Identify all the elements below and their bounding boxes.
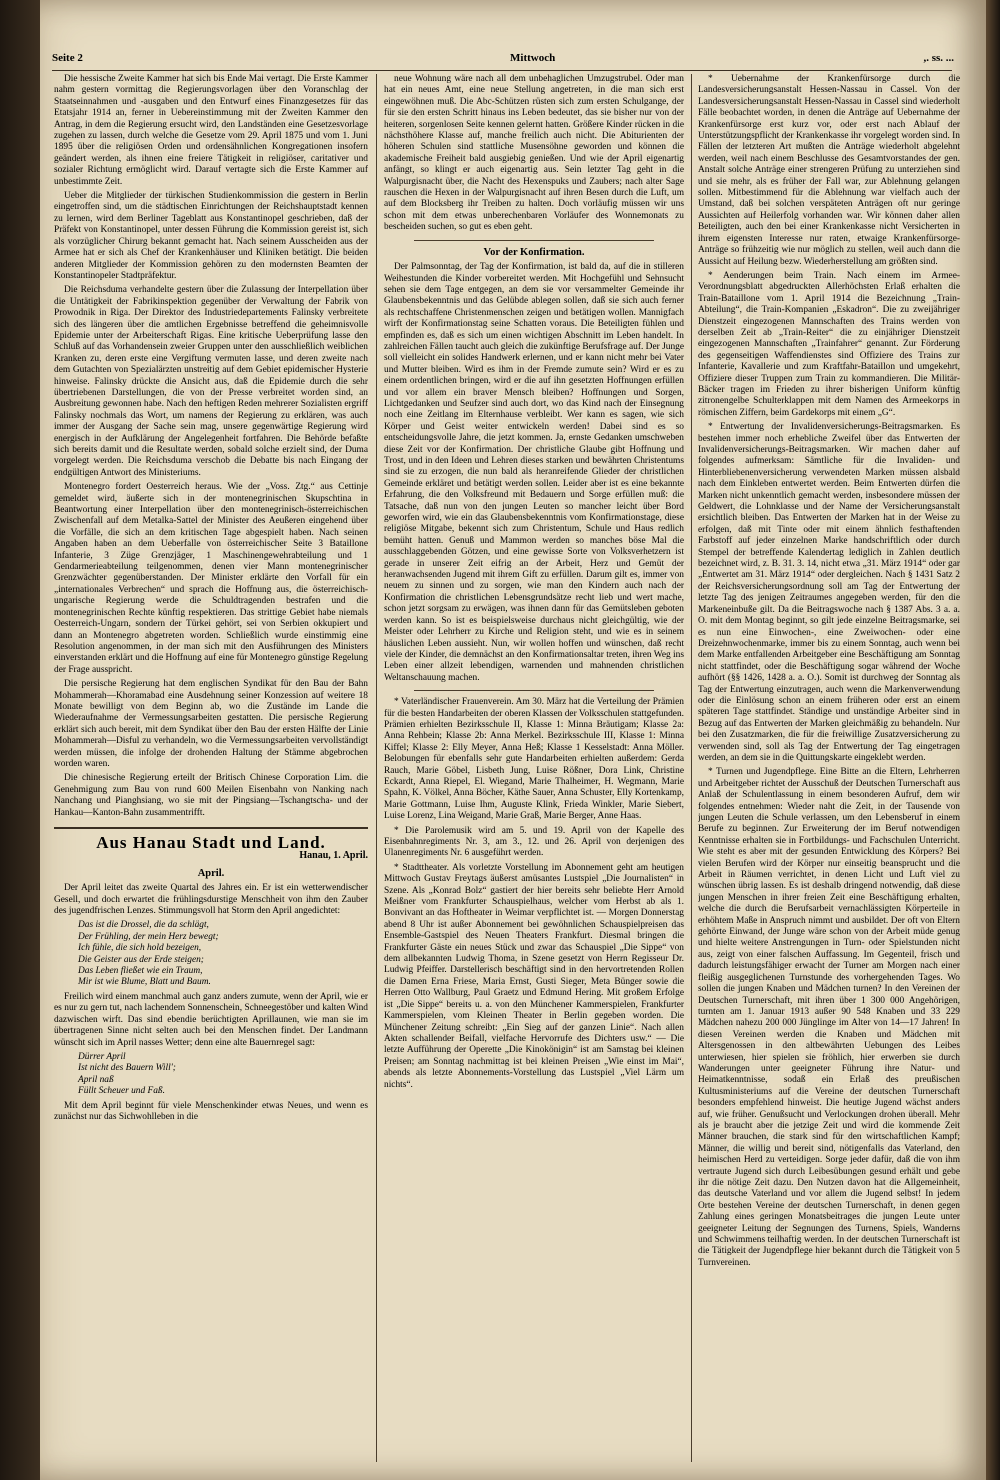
divider (414, 690, 654, 691)
article-frauenverein: * Vaterländischer Frauenverein. Am 30. März hat die Verteilung der Prämien für die besten Handarbeiten der oberen Klassen der Volksschulen stattgefunden. Prämien erhielten Bezirksschule II, Klasse 1: Minna Bräutigam; Klasse 2a: Anna Rehbein; Klasse 2b: Anna Merkel. Bezirksschule III, Klasse 1: Minna Kiffel; Klasse 2: Elly Meyer, Anna Heß; Klasse 1 Kesselstadt: Anna Möller. Belobungen für ebenfalls sehr gute Handarbeiten erhielten außerdem: Gerda Rauch, Marie Göbel, Lisbeth Jung, Luise Rößner, Dora Link, Christine Eckardt, Anna Riepel, El. Wiegand, Marie Thalheimer, H. Wegmann, Marie Spahn, K. Völkel, Anna Böcher, Käthe Sauer, Anna Schuster, Elly Kortenkamp, Marie Gottmann, Luise Ihm, Auguste Klink, Frieda Winkler, Marie Siebert, Luise Lorenz, Lina Weigand, Marie Graß, Marie Berger, Anne Haas. (384, 697, 684, 822)
article-train: * Aenderungen beim Train. Nach einem im Armee-Verordnungsblatt abgedruckten Allerhöchsten Erlaß erhalten die Train-Bataillone vom 1. April 1914 die Bezeichnung „Train-Abteilung“, die Train-Kompanien „Eskadron“. Die zu zweijähriger Dienstzeit eingezogenen Mannschaften des Trains werden von derselben Zeit ab „Train-Reiter“ die zu einjähriger Dienstzeit eingezogenen Mannschaften „Trainfahrer“ genannt. Zur Förderung des gegenseitigen Waffendienstes sind Offiziere des Trains zur Infanterie, Kavallerie und zum Kraftfahr-Bataillon und umgekehrt, Offiziere dieser Truppen zum Train zu kommandieren. Die Militär-Bäcker tragen im Frieden zu ihrer bisherigen Uniform künftig zitronengelbe Schulterklappen mit dem Namen des Armeekorps in römischen Ziffern, beim Gardekorps mit einem „G“. (698, 270, 960, 418)
confirmation-title: Vor der Konfirmation. (483, 246, 585, 258)
article-turkish-commission: Ueber die Mitglieder der türkischen Studienkommission die gestern in Berlin eingetroffen sind, um die städtischen Einrichtungen der Reichshauptstadt kennen zu lernen, wird dem Berliner Tageblatt aus Konstantinopel geschrieben, daß der Präfekt von Konstantinopel, unter dessen Führung die Kommission gereist ist, sich als vorzüglicher Chirurg bekannt gemacht hat. Nach seinem Ausscheiden aus der Armee hat er sich als Chef der Krankenhäuser und Kliniken betätigt. Die beiden anderen Mitglieder der Kommission gehören zu den modernsten Beamten der Konstantinopeler Stadtpräfektur. (54, 191, 368, 281)
poem-line: Das ist die Drossel, die da schlägt, (78, 920, 209, 931)
article-april-end: Mit dem April beginnt für viele Menschenkinder etwas Neues, und wenn es zunächst nur das Sichwohlleben in die (54, 1100, 368, 1122)
section-title: Aus Hanau Stadt und Land. (96, 833, 326, 852)
article-stadttheater: * Stadttheater. Als vorletzte Vorstellung im Abonnement geht am heutigen Mittwoch Gustav Freytags äußerst amüsantes Lustspiel „Die Journalisten“ in Szene. Als „Konrad Bolz“ gastiert der hier bereits sehr beliebte Herr Arnold Meißner vom Frankfurter Schauspielhaus, welcher vom Herbst ab als 1. Bonvivant an das Hoftheater in Weimar verpflichtet ist. — Morgen Donnerstag abend 8 Uhr ist außer Abonnement bei gewöhnlichen Schauspielpreisen das Ensemble-Gastspiel des Neuen Theaters Frankfurt. Diesmal bringen die Frankfurter Gäste ein neues Stück und zwar das Schauspiel „Die Sippe“ von dem allbekannten Ludwig Thoma, in Szene gesetzt von Herrn Regisseur Dr. Ludwig Pfeiffer. Darstellerisch beschäftigt sind in den hervortretenden Rollen die Damen Erna Friese, Maria Ernst, Gusti Sieger, Meta Bünger sowie die Herren Otto Wallburg, Paul Graetz und Edmund Hering. Mit großem Erfolge ist „Die Sippe“ bereits u. a. von den Münchener Kammerspielen, Frankfurter Kammerspielen, vom Kleinen Theater in Berlin gegeben worden. Die Münchener Zeitung schreibt: „Ein Sieg auf der ganzen Linie“. Nach allen Akten schallender Beifall, vielfache Hervorrufe des Dichters usw.“ — Die letzte Aufführung der Operette „Die Kinokönigin“ ist am Samstag bei kleinen Preisen; am Sonntag nachmittag ist bei kleinen Preisen „Wie einst im Mai“, abends als letzte Abonnements-Vorstellung das Lustspiel „Viel Lärm um nichts“. (384, 862, 684, 1090)
article-confirmation: Der Palmsonntag, der Tag der Konfirmation, ist bald da, auf die in stilleren Weihestunden die Kinder vorbereitet werden. Mit Hochgefühl und Sehnsucht sehen sie dem Tage entgegen, an dem sie vor versammelter Gemeinde ihr Glaubensbekenntnis und das Gelübde ablegen sollen, daß sie sich auch ferner als rechtschaffene Christenmenschen zeigen und betätigen wollen. Mannigfach wirft der Konfirmationstag seine Schatten voraus. Die Beteiligten fühlen und empfinden es, daß es sich um einen wichtigen Abschnitt im Leben handelt. In zahlreichen Fällen taucht auch gleich die zukünftige Berufsfrage auf. Der Junge soll vielleicht ein solides Handwerk erlernen, und er kann nicht mehr bei Vater und Mutter bleiben. Wird es ihm in der Fremde zumute sein? Wird er es zu einem ordentlichen bringen, wird er die auf ihn gesetzten Hoffnungen erfüllen und vor allem ein braver Mensch bleiben? Hoffnungen und Sorgen, Lichtgedanken und Seufzer sind auch dort, wo das Kind nach der Einsegnung noch eine Zeitlang im Elternhause verbleibt. Wer kann es sagen, wie sich Körper und Geist weiter entwickeln werden! Dabei sind es so entscheidungsvolle Jahre, die jetzt kommen. Ja, ernste Gedanken umschweben diese Zeit vor der Konfirmation. Der christliche Glaube gibt Hoffnung und Trost, und in den Ideen und Lehren dieses starken und bewährten Christentums sind sie zu erzogen, die nun bald als heranreifende Glieder der christlichen Gemeinde erkläret und betätigt werden sollen. Leider aber ist es eine bekannte Erfahrung, die den Volksfreund mit Bedauern und Sorge erfüllen muß: die Tatsache, daß nun von den jungen Leuten so mancher leicht über Bord geworfen wird, wie ein das Glaubensbekenntnis vom Konfirmationstage, diese religiöse Mitgabe, bekennt sich zum Christentum, Schule und Haus redlich bemüht hatten. Genuß und Mammon werden so manches böse Mal die ausschlaggebenden Götzen, und eine gewisse Sorte von Volksverhetzern ist gerade in unserer Zeit eifrig an der Arbeit, Herz und Gemüt der heranwachsenden Jugend mit ihrem Gift zu erfüllen. Darum gilt es, immer von neuem zu sinnen und zu sorgen, wie man den Kindern auch nach der Konfirmation die christlichen Lebensgrundsätze recht lieb und wert mache, schon jetzt sorgsam zu erwägen, was ihnen dann für das Gemütsleben geboten werden kann. So ist es beispielsweise durchaus nicht gleichgültig, wie der Meister oder Lehrherr zu Kirche und Religion steht, und wie es in seinem häuslichen Leben aussieht. Nun, wir wollen hoffen und wünschen, daß recht viele der Kinder, die demnächst an den Konfirmationsaltar treten, ihren Weg ins Leben einer allzeit lebendigen, warnenden und mahnenden christlichen Weltanschauung machen. (384, 262, 684, 683)
dateline: Hanau, 1. April. (299, 850, 368, 862)
article-duma: Die Reichsduma verhandelte gestern über die Zulassung der Interpellation über die Untätigkeit der Fabrikinspektion gegenüber der Verwaltung der Fabrik von Prowodnik in Riga. Der Direktor des Industriedepartements Falinsky verbreitete sich des längeren über die amtlichen Ergebnisse betreffend die geheimnisvolle Epidemie unter der Arbeiterschaft Rigas. Eine kritische Ueberprüfung lasse den Schluß auf das Vorhandensein zweier Gruppen unter den ausschließlich weiblichen Kranken zu, deren erste eine Vergiftung vermuten lasse, und deren zweite nach dem Gutachten von Spezialärzten unstreitig auf dem Gebiet epidemischer Hysterie hinweise. Falinsky drückte die Ansicht aus, daß die Epidemie durch die sehr übertriebenen Darstellungen, die von der Presse verbreitet worden sind, an Ausbreitung gewonnen habe. Nach den heftigen Reden mehrerer Sozialisten ergriff Falinsky nochmals das Wort, um namens der Regierung zu erklären, was auch immer der Ausgang der Sache sein mag, unsere gegenwärtige Regierung wird energisch in der Aufklärung der Angelegenheit fortfahren. Die Behörde befaßte sich bereits damit und die Resultate werden, sobald solche erzielt sind, der Duma vorgelegt werden. Die Reichsduma verschob die Debatte bis nach Eingang der endgültigen Antwort des Ministeriums. (54, 285, 368, 478)
article-krankenfuersorge: * Uebernahme der Krankenfürsorge durch die Landesversicherungsanstalt Hessen-Nassau in Cassel. Von der Landesversicherungsanstalt Hessen-Nassau in Cassel sind wiederholt Fälle beobachtet worden, in denen die Anträge auf Uebernahme der Krankenfürsorge erst kurz vor, oder erst nach Ablauf der Unterstützungspflicht der Krankenkasse ihr vorgelegt worden sind. In Fällen der letzteren Art mußten die Anträge wiederholt abgelehnt werden, weil nach einem Beschlusse des Gesamtvorstandes der gen. Anstalt solche Anträge einer strengeren Prüfung zu unterziehen sind und sie mehr, als es früher der Fall war, zur Ablehnung gelangen sollen. Mitbestimmend für die Ablehnung war vielfach auch der Umstand, daß bei solchen verspäteten Anträgen oft nur geringe Aussichten auf Heilerfolg vorhanden war. Wir können daher allen Beteiligten, auch den bei einer Krankenkasse nicht Versicherten in ihrem eigensten Interesse nur raten, etwaige Krankenfürsorge-Anträge so frühzeitig wie nur möglich zu stellen, weil auch dann die Aussicht auf Heilung bezw. Wiederherstellung am größten sind. (698, 74, 960, 267)
poem-line: Füllt Scheuer und Faß. (78, 1086, 165, 1097)
section-rule (54, 827, 368, 829)
poem-line: Dürrer April (78, 1051, 126, 1062)
article-persia: Die persische Regierung hat dem englischen Syndikat für den Bau der Bahn Mohammerah—Khoramabad eine Ausdehnung seiner Konzession auf weitere 18 Monate bewilligt von dem Beginn ab, wo die Zustände im Lande die Wiederaufnahme der Vermessungsarbeiten gestatten. Die persische Regierung erklärt sich auch bereit, mit dem Syndikat über den Bau der ersten Hälfte der Linie Mohammerah—Disful zu verhandeln, wo die Vermessungsarbeiten vervollständigt werden müssen, die infolge der drohenden Haltung der Stämme abgebrochen worden waren. (54, 679, 368, 769)
book-spine (0, 0, 40, 1480)
column-divider (691, 74, 692, 1462)
poem-line: Mir ist wie Blume, Blatt und Baum. (78, 977, 211, 988)
article-april-weather: Freilich wird einem manchmal auch ganz anders zumute, wenn der April, wie er es nur zu gern tut, nach lachendem Sonnenschein, Schneegestöber und kalten Wind dazwischen wirft. Das sind ebendie berüchtigten Aprillaunen, wie man sie im übertragenen Sinne nicht selten auch bei den Menschen findet. Der Landmann wünscht sich im April nasses Wetter; denn eine alte Bauernregel sagt: (54, 991, 368, 1048)
article-montenegro: Montenegro fordert Oesterreich heraus. Wie der „Voss. Ztg.“ aus Cettinje gemeldet wird, äußerte sich in der montenegrinischen Skupschtina in Beantwortung einer Interpellation über den montenegrinisch-österreichischen Zwischenfall auf dem Metalka-Sattel der Minister des Aeußeren eingehend über die Vorfälle, die sich an dem kritischen Tage abgespielt haben. Nach seinen Angaben haben an dem Ueberfalle von österreichischer Seite 3 Bataillone Infanterie, 3 Züge Grenzjäger, 1 Maschinengewehrabteilung und 1 Gendarmerieabteilung teilgenommen, denen vier Mann montenegrinischer Grenzwächter gegenüberstanden. Der Minister erklärte den Vorfall für ein „internationales Verbrechen“ und sprach die Hoffnung aus, die österreichisch-ungarische Regierung werde die Schuldtragenden bestrafen und die montenegrinischen Rechte künftig respektieren. Das strittige Gebiet habe niemals Oesterreich-Ungarn, sondern der Türkei gehört, sei von Serbien okkupiert und dann an Montenegro abgetreten worden. Schließlich wurde einstimmig eine Resolution angenommen, in der man sich mit den Ausführungen des Ministers einverstanden erklärt und die Hoffnung auf eine für Montenegro günstige Regelung der Frage ausspricht. (54, 482, 368, 675)
poem-line: Der Frühling, der mein Herz bewegt; (78, 931, 219, 942)
article-april-intro: Der April leitet das zweite Quartal des Jahres ein. Er ist ein wetterwendischer Gesell, und doch erwartet die frühlingsdurstige Menschheit von ihm den Zauber des jugendfrischen Lenzes. Stimmungsvoll hat Storm den April angedichtet: (54, 883, 368, 917)
article-turnen: * Turnen und Jugendpflege. Eine Bitte an die Eltern, Lehrherren und Arbeitgeber richtet der Ausschuß der Deutschen Turnerschaft aus Anlaß der Schulentlassung in einem besonderen Aufruf, dem wir folgendes entnehmen: Wieder naht die Zeit, in der Tausende von jungen Leuten die Schule verlassen, um den Lebensberuf in einem Berufe zu beginnen. Zur Erweiterung der im Beruf notwendigen Kenntnisse erhalten sie in Fortbildungs- und Fachschulen Unterricht. Wie steht es aber mit der gesunden Entwicklung des Körpers? Bei vielen Berufen wird der Körper nur einseitig beansprucht und die Arbeit in Räumen verrichtet, in denen Licht und Luft viel zu wünschen übrig lassen. Es ist deshalb dringend notwendig, daß diese jungen Menschen in ihrer freien Zeit eine Beschäftigung erhalten, welche die durch die Berufsarbeit vernachlässigten Körperteile in erhöhtem Maße in Anspruch nimmt und ausbildet. Der oft von Eltern gehörte Einwand, der Junge wäre schon von der Arbeit müde genug und hielte weitere Anstrengungen in Turn- oder Spielstunden nicht aus, zeigt von einer falschen Auffassung. Im Gegenteil, frisch und dadurch leistungsfähiger erwacht der Turner am Morgen nach einer fleißig ausgeglichenen Turnstunde des vorhergehenden Tages. Wo sollen die jungen Knaben und Mädchen turnen? In den Vereinen der Deutschen Turnerschaft, mit ihren über 1 300 000 Angehörigen, turnten am 1. Januar 1913 außer 90 548 Knaben und 33 229 Mädchen nahezu 200 000 Jünglinge im Alter von 14—17 Jahren! In diesen Vereinen werden die Knaben und Mädchen mit Altersgenossen in den altbewährten Uebungen des Leibes unterwiesen, hier spielen sie fröhlich, hier erwerben sie durch Wanderungen unter geeigneter Führung ihre Natur- und Heimatkenntnisse, sodaß ein Erlaß des preußischen Kultusministeriums auf die Vereine der deutschen Turnerschaft besonders empfehlend hinweist. Die heutige Jugend wächst anders auf, wie früher. Genußsucht und Verlockungen drohen überall. Mehr als je braucht aber die jetzige Zeit und wird die kommende Zeit Männer brauchen, die stark sind für den wirtschaftlichen Kampf; Männer, die willig und bereit sind, nötigenfalls das Vaterland, den heimischen Herd zu verteidigen. Sorge jeder dafür, daß die von ihm vertraute Jugend sich durch Leibesübungen gesund erhält und gebe ihr die nötige Zeit dazu. Den Nutzen davon hat die Allgemeinheit, das deutsche Vaterland und vor allem die Jugend selbst! In jedem Orte bestehen Vereine der deutschen Turnerschaft, in denen gegen Zahlung eines geringen Monatsbeitrages die jungen Leute unter geeigneter Leitung der Segnungen des Turnens, Spiels, Wanderns und Schwimmens teilhaftig werden. In der deutschen Turnerschaft ist die Tätigkeit der Jugendpflege hier bekannt durch die Tätigkeit von 5 Turnvereinen. (698, 767, 960, 1268)
column-divider (376, 74, 377, 1462)
column-2 (384, 74, 684, 1464)
poem-line: Ich fühle, die sich hold bezeigen, (78, 943, 202, 954)
article-parolemusik: * Die Parolemusik wird am 5. und 19. April von der Kapelle des Eisenbahnregiments Nr. 3, am 3., 12. und 26. April von derjenigen des Ulanenregiments Nr. 6 ausgeführt werden. (384, 825, 684, 859)
april-title: April. (197, 867, 225, 879)
weekday-heading: Mittwoch (510, 52, 556, 64)
poem-storm (78, 920, 368, 988)
column-3 (698, 74, 960, 1464)
divider (414, 240, 654, 241)
poem-line: April naß (78, 1074, 114, 1085)
column-1 (54, 74, 368, 1464)
poem-line: Das Leben fließet wie ein Traum, (78, 966, 203, 977)
poem-farmer-rule (78, 1052, 368, 1098)
header-right: ,. ss. ... (923, 52, 954, 64)
page-number: Seite 2 (52, 52, 83, 64)
poem-line: Die Geister aus der Erde steigen; (78, 954, 204, 965)
page-header (52, 52, 982, 72)
article-invalidenversicherung: * Entwertung der Invalidenversicherungs-Beitragsmarken. Es bestehen immer noch erhebliche Zweifel über das Entwerten der Invalidenversicherungs-Beitragsmarken. Wir machen daher auf folgendes aufmerksam: Sämtliche für die Invaliden- und Hinterbliebenenversicherung verwendeten Marken müssen alsbald nach dem Einkleben entwertet werden. Beim Entwerten dürfen die Marken nicht unkenntlich gemacht werden, insbesondere müssen der Geldwert, die Lohnklasse und der Name der Versicherungsanstalt ersichtlich bleiben. Das Entwerten der Marken hat in der Weise zu erfolgen, daß mit Tinte oder mit einem ähnlich festhaftenden Farbstoff auf jeder einzelnen Marke handschriftlich oder durch Stempel der betreffende Kalendertag lediglich in Zahlen deutlich bezeichnet wird, z. B. 31. 3. 14, nicht etwa „31. März 1914“ oder gar „Entwertet am 31. März 1914“ oder dergleichen. Nach § 1431 Satz 2 der Reichsversicherungsordnung soll am Tag der Entwertung der letzte Tag des jenigen Zeitraumes angegeben werden, für den die Markeneinbuße gilt. Da die Beitragswoche nach § 1387 Abs. 3 a. a. O. mit dem Montag beginnt, so gilt jede einzelne Beitragsmarke, sei es nun eine Einwochen-, eine Zweiwochen- oder eine Dreizehnwochenmarke, immer bis zu einem Sonntag, auch wenn bei dem Marke entfallenden Arbeitgeber eine Beschäftigung am Sonntag nicht stattfindet, oder die Beschäftigung sogar während der Woche aufhört (§§ 1426, 1428 a. a. O.). Somit ist durchweg der Sonntag als Tag der Entwertung einzutragen, auch wenn die Markenverwendung oder die Einlösung schon an einem früheren oder erst an einem späteren Tage stattfindet. Ständige und unständige Arbeiter sind in Bezug auf das Entwerten der Marken gleichmäßig zu behandeln. Nur bei den Zusatzmarken, die für die freiwillige Zusatzversicherung zu verwenden sind, soll als Tag der Entwertung der Tag eingetragen werden, an dem sie in die Quittungskarte eingeklebt werden. (698, 422, 960, 763)
page-edge (986, 0, 1000, 1480)
article-china: Die chinesische Regierung erteilt der Britisch Chinese Corporation Lim. die Genehmigung zum Bau von rund 600 Meilen Eisenbahn von Nanking nach Nanchang und Pianghsiang, wo sie mit der Pingsiang—Tschangtscha- und der Hankau—Kanton-Bahn zusammentrifft. (54, 773, 368, 818)
article-hessian-chamber: Die hessische Zweite Kammer hat sich bis Ende Mai vertagt. Die Erste Kammer nahm gestern vormittag die Regierungsvorlagen über den Voranschlag der Staatseinnahmen und -ausgaben und den Entwurf eines Finanzgesetzes für das Etatsjahr 1914 an, ferner in Uebereinstimmung mit der Zweiten Kammer den Antrag, in dem die Regierung ersucht wird, den Landständen eine Gesetzesvorlage zugehen zu lassen, durch welche die Gesetze vom 29. April 1875 und vom 1. Juni 1895 über die religiösen Orden und ordensähnlichen Kongregationen insofern geändert werden, als ihnen eine freiere Tätigkeit in religiöser, caritativer und sozialer Richtung ermöglicht wird. Darauf vertagte sich die Erste Kammer auf unbestimmte Zeit. (54, 74, 368, 187)
poem-line: Ist nicht des Bauern Will'; (78, 1063, 176, 1074)
article-april-continued: neue Wohnung wäre nach all dem unbehaglichen Umzugstrubel. Oder man hat ein neues Amt, eine neue Stellung angetreten, in die man sich erst eingewöhnen muß. Die Abc-Schützen rüsten sich zum ersten Schulgange, der für sie den ersten Schritt hinaus ins Leben bedeutet, das sie bisher nur von der heiteren, sorgenlosen Seite kennen gelernt hatten. Größere Kinder rücken in die nächsthöhere Klasse auf, manche freilich auch nicht. Die Abiturienten der höheren Schulen sind stattliche Musensöhne geworden und können die akademische Freiheit bald ausgiebig genießen. Und wie der April eigenartig anfängt, so klingt er auch eigenartig aus. Sein letzter Tag geht in die Walpurgisnacht über, die Nacht des Hexenspuks und Zaubers; nach alter Sage rauschen die Hexen in der Walpurgisnacht auf ihren Besen durch die Luft, um auf dem Blocksberg ihr Treiben zu halten. Doch vorläufig müssen wir uns schon mit dem etwas unberechenbaren Vorläufer des Wonnemonats zu bescheiden suchen, so gut es eben geht. (384, 74, 684, 233)
header-rule (52, 70, 952, 71)
